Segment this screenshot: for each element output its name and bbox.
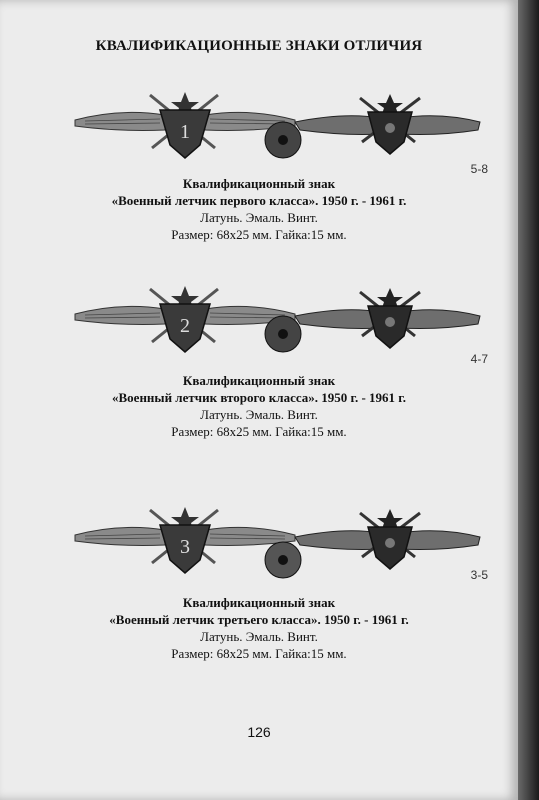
badge-numeral: 1 bbox=[180, 121, 190, 143]
badge-title: Квалификационный знак bbox=[182, 373, 336, 388]
badge-back-image bbox=[295, 94, 480, 154]
badge-back-image bbox=[295, 509, 480, 569]
badge-material: Латунь. Эмаль. Винт. bbox=[200, 407, 318, 422]
badge-photos-3 bbox=[0, 505, 518, 595]
badge-front-image bbox=[75, 92, 295, 158]
badge-numeral: 2 bbox=[180, 315, 190, 337]
badge-title: Квалификационный знак bbox=[182, 176, 336, 191]
price-range-2: 4-7 bbox=[470, 352, 488, 366]
badge-photos-1 bbox=[0, 90, 518, 180]
badge-front-image bbox=[75, 507, 295, 573]
badge-material: Латунь. Эмаль. Винт. bbox=[200, 629, 318, 644]
badge-caption-3 bbox=[0, 594, 518, 662]
book-spine bbox=[518, 0, 539, 800]
badge-title: Квалификационный знак bbox=[182, 595, 336, 610]
badge-numeral: 3 bbox=[180, 536, 190, 558]
badge-name: «Военный летчик второго класса». 1950 г. - 1961 г. bbox=[112, 390, 406, 405]
badge-photos-2 bbox=[0, 284, 518, 374]
screw-nut-image bbox=[265, 316, 301, 352]
badge-caption-1 bbox=[0, 175, 518, 243]
badge-front-image bbox=[75, 286, 295, 352]
badge-material: Латунь. Эмаль. Винт. bbox=[200, 210, 318, 225]
badge-back-image bbox=[295, 288, 480, 348]
badge-name: «Военный летчик первого класса». 1950 г. - 1961 г. bbox=[111, 193, 407, 208]
badge-size: Размер: 68х25 мм. Гайка:15 мм. bbox=[171, 424, 347, 439]
badge-caption-2 bbox=[0, 372, 518, 440]
badge-name: «Военный летчик третьего класса». 1950 г. - 1961 г. bbox=[109, 612, 409, 627]
price-range-3: 3-5 bbox=[470, 568, 488, 582]
badge-size: Размер: 68х25 мм. Гайка:15 мм. bbox=[171, 227, 347, 242]
page-header: КВАЛИФИКАЦИОННЫЕ ЗНАКИ ОТЛИЧИЯ bbox=[95, 38, 423, 54]
page-number: 126 bbox=[247, 724, 271, 740]
screw-nut-image bbox=[265, 542, 301, 578]
screw-nut-image bbox=[265, 122, 301, 158]
price-range-1: 5-8 bbox=[470, 162, 488, 176]
badge-size: Размер: 68х25 мм. Гайка:15 мм. bbox=[171, 646, 347, 661]
